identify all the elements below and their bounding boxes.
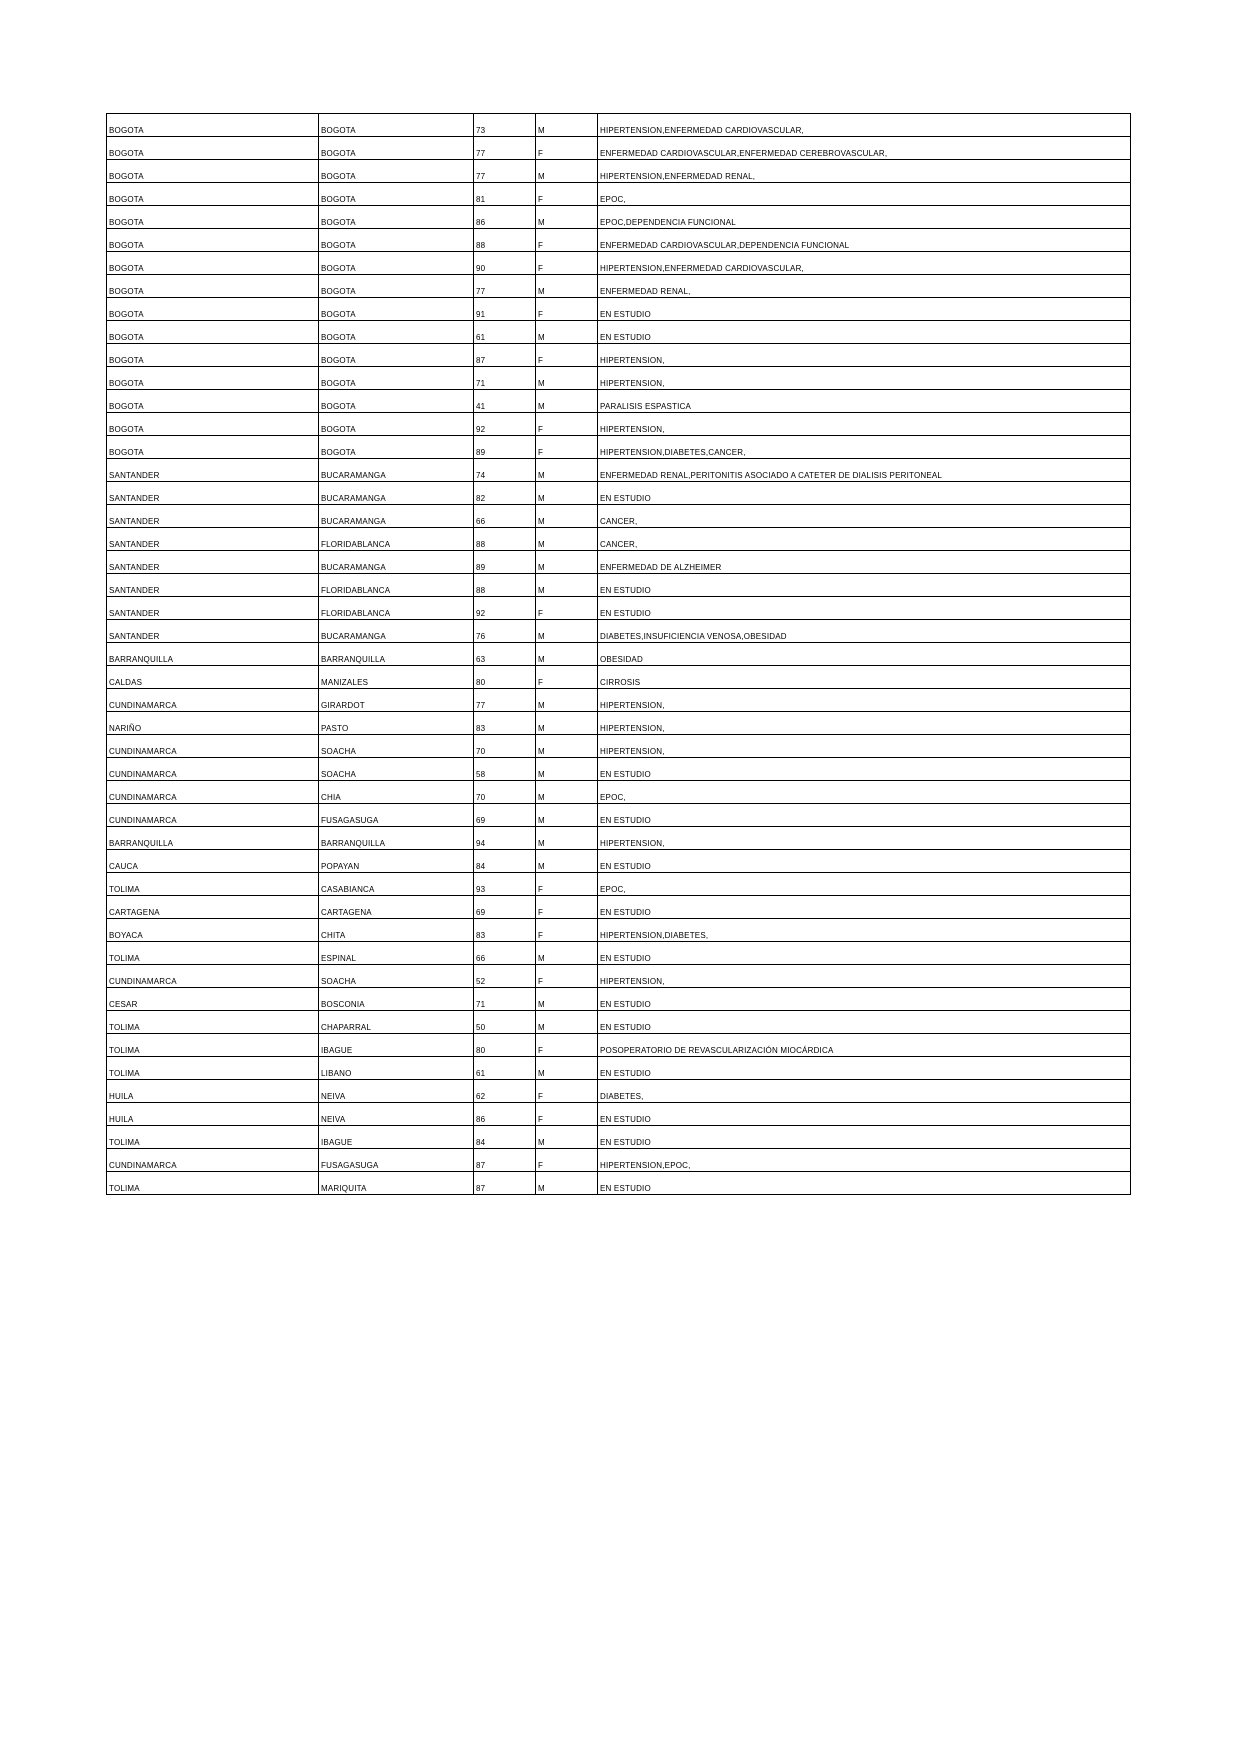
age-cell: 89 bbox=[474, 436, 536, 459]
age-cell: 62 bbox=[474, 1080, 536, 1103]
age-cell: 66 bbox=[474, 942, 536, 965]
table-row bbox=[107, 1103, 1131, 1126]
municipality-cell: FLORIDABLANCA bbox=[319, 528, 474, 551]
department-cell: CUNDINAMARCA bbox=[107, 804, 319, 827]
department-cell: CUNDINAMARCA bbox=[107, 1149, 319, 1172]
sex-cell: F bbox=[536, 896, 598, 919]
department-cell: TOLIMA bbox=[107, 1057, 319, 1080]
department-cell: CUNDINAMARCA bbox=[107, 689, 319, 712]
department-cell: TOLIMA bbox=[107, 942, 319, 965]
municipality-cell: NEIVA bbox=[319, 1103, 474, 1126]
sex-cell: M bbox=[536, 942, 598, 965]
conditions-cell: HIPERTENSION,DIABETES,CANCER, bbox=[598, 436, 1131, 459]
department-cell: BOGOTA bbox=[107, 275, 319, 298]
age-cell: 84 bbox=[474, 1126, 536, 1149]
department-cell: SANTANDER bbox=[107, 459, 319, 482]
sex-cell: M bbox=[536, 643, 598, 666]
sex-cell: F bbox=[536, 1034, 598, 1057]
municipality-cell: CASABIANCA bbox=[319, 873, 474, 896]
department-cell: BOGOTA bbox=[107, 183, 319, 206]
conditions-cell: HIPERTENSION, bbox=[598, 712, 1131, 735]
conditions-cell: EN ESTUDIO bbox=[598, 574, 1131, 597]
conditions-cell: HIPERTENSION, bbox=[598, 367, 1131, 390]
sex-cell: M bbox=[536, 528, 598, 551]
conditions-cell: EPOC,DEPENDENCIA FUNCIONAL bbox=[598, 206, 1131, 229]
department-cell: SANTANDER bbox=[107, 574, 319, 597]
table-row bbox=[107, 1149, 1131, 1172]
conditions-cell: CANCER, bbox=[598, 505, 1131, 528]
municipality-cell: BOGOTA bbox=[319, 137, 474, 160]
table-row bbox=[107, 942, 1131, 965]
age-cell: 82 bbox=[474, 482, 536, 505]
sex-cell: F bbox=[536, 344, 598, 367]
table-row bbox=[107, 551, 1131, 574]
department-cell: HUILA bbox=[107, 1080, 319, 1103]
table-row bbox=[107, 804, 1131, 827]
sex-cell: F bbox=[536, 1103, 598, 1126]
table-row bbox=[107, 229, 1131, 252]
municipality-cell: CHITA bbox=[319, 919, 474, 942]
table-row bbox=[107, 620, 1131, 643]
table-row bbox=[107, 735, 1131, 758]
sex-cell: M bbox=[536, 1172, 598, 1195]
age-cell: 86 bbox=[474, 206, 536, 229]
sex-cell: F bbox=[536, 137, 598, 160]
department-cell: BARRANQUILLA bbox=[107, 643, 319, 666]
table-row bbox=[107, 896, 1131, 919]
conditions-cell: HIPERTENSION, bbox=[598, 965, 1131, 988]
municipality-cell: MARIQUITA bbox=[319, 1172, 474, 1195]
municipality-cell: BUCARAMANGA bbox=[319, 551, 474, 574]
age-cell: 76 bbox=[474, 620, 536, 643]
table-row bbox=[107, 160, 1131, 183]
municipality-cell: BOGOTA bbox=[319, 229, 474, 252]
age-cell: 94 bbox=[474, 827, 536, 850]
department-cell: BOGOTA bbox=[107, 298, 319, 321]
conditions-cell: ENFERMEDAD RENAL, bbox=[598, 275, 1131, 298]
age-cell: 83 bbox=[474, 712, 536, 735]
table-row bbox=[107, 666, 1131, 689]
municipality-cell: BOGOTA bbox=[319, 344, 474, 367]
municipality-cell: GIRARDOT bbox=[319, 689, 474, 712]
age-cell: 90 bbox=[474, 252, 536, 275]
table-row bbox=[107, 574, 1131, 597]
sex-cell: M bbox=[536, 827, 598, 850]
conditions-cell: EN ESTUDIO bbox=[598, 988, 1131, 1011]
department-cell: TOLIMA bbox=[107, 1011, 319, 1034]
age-cell: 61 bbox=[474, 1057, 536, 1080]
department-cell: TOLIMA bbox=[107, 1172, 319, 1195]
sex-cell: M bbox=[536, 620, 598, 643]
table-row bbox=[107, 275, 1131, 298]
municipality-cell: BUCARAMANGA bbox=[319, 459, 474, 482]
municipality-cell: BOGOTA bbox=[319, 436, 474, 459]
department-cell: CUNDINAMARCA bbox=[107, 735, 319, 758]
table-row bbox=[107, 390, 1131, 413]
department-cell: CUNDINAMARCA bbox=[107, 758, 319, 781]
sex-cell: M bbox=[536, 275, 598, 298]
conditions-cell: CANCER, bbox=[598, 528, 1131, 551]
age-cell: 70 bbox=[474, 735, 536, 758]
sex-cell: M bbox=[536, 206, 598, 229]
municipality-cell: CHIA bbox=[319, 781, 474, 804]
age-cell: 77 bbox=[474, 689, 536, 712]
table-row bbox=[107, 183, 1131, 206]
table-row bbox=[107, 988, 1131, 1011]
age-cell: 41 bbox=[474, 390, 536, 413]
records-table bbox=[106, 113, 1131, 1195]
age-cell: 87 bbox=[474, 1149, 536, 1172]
municipality-cell: CHAPARRAL bbox=[319, 1011, 474, 1034]
municipality-cell: SOACHA bbox=[319, 735, 474, 758]
conditions-cell: CIRROSIS bbox=[598, 666, 1131, 689]
table-row bbox=[107, 344, 1131, 367]
conditions-cell: HIPERTENSION, bbox=[598, 827, 1131, 850]
age-cell: 66 bbox=[474, 505, 536, 528]
conditions-cell: ENFERMEDAD RENAL,PERITONITIS ASOCIADO A CATETER DE DIALISIS PERITONEAL bbox=[598, 459, 1131, 482]
conditions-cell: EN ESTUDIO bbox=[598, 321, 1131, 344]
conditions-cell: HIPERTENSION,ENFERMEDAD CARDIOVASCULAR, bbox=[598, 114, 1131, 137]
age-cell: 80 bbox=[474, 1034, 536, 1057]
sex-cell: F bbox=[536, 919, 598, 942]
table-row bbox=[107, 528, 1131, 551]
municipality-cell: CARTAGENA bbox=[319, 896, 474, 919]
conditions-cell: EPOC, bbox=[598, 781, 1131, 804]
sex-cell: F bbox=[536, 597, 598, 620]
municipality-cell: ESPINAL bbox=[319, 942, 474, 965]
table-row bbox=[107, 413, 1131, 436]
department-cell: CALDAS bbox=[107, 666, 319, 689]
age-cell: 88 bbox=[474, 574, 536, 597]
table-row bbox=[107, 321, 1131, 344]
table-row bbox=[107, 298, 1131, 321]
department-cell: SANTANDER bbox=[107, 620, 319, 643]
sex-cell: M bbox=[536, 804, 598, 827]
conditions-cell: EN ESTUDIO bbox=[598, 804, 1131, 827]
table-row bbox=[107, 459, 1131, 482]
sex-cell: M bbox=[536, 712, 598, 735]
municipality-cell: LIBANO bbox=[319, 1057, 474, 1080]
age-cell: 83 bbox=[474, 919, 536, 942]
table-row bbox=[107, 482, 1131, 505]
municipality-cell: BOGOTA bbox=[319, 160, 474, 183]
sex-cell: F bbox=[536, 229, 598, 252]
table-row bbox=[107, 114, 1131, 137]
age-cell: 71 bbox=[474, 988, 536, 1011]
conditions-cell: HIPERTENSION, bbox=[598, 413, 1131, 436]
department-cell: SANTANDER bbox=[107, 597, 319, 620]
conditions-cell: HIPERTENSION,EPOC, bbox=[598, 1149, 1131, 1172]
conditions-cell: HIPERTENSION, bbox=[598, 735, 1131, 758]
table-row bbox=[107, 206, 1131, 229]
age-cell: 88 bbox=[474, 528, 536, 551]
municipality-cell: SOACHA bbox=[319, 758, 474, 781]
department-cell: BOGOTA bbox=[107, 321, 319, 344]
department-cell: BARRANQUILLA bbox=[107, 827, 319, 850]
table-row bbox=[107, 850, 1131, 873]
age-cell: 52 bbox=[474, 965, 536, 988]
municipality-cell: BOGOTA bbox=[319, 114, 474, 137]
municipality-cell: MANIZALES bbox=[319, 666, 474, 689]
conditions-cell: HIPERTENSION,ENFERMEDAD CARDIOVASCULAR, bbox=[598, 252, 1131, 275]
age-cell: 74 bbox=[474, 459, 536, 482]
conditions-cell: DIABETES,INSUFICIENCIA VENOSA,OBESIDAD bbox=[598, 620, 1131, 643]
department-cell: TOLIMA bbox=[107, 1126, 319, 1149]
department-cell: SANTANDER bbox=[107, 551, 319, 574]
sex-cell: M bbox=[536, 1126, 598, 1149]
sex-cell: M bbox=[536, 689, 598, 712]
municipality-cell: FLORIDABLANCA bbox=[319, 574, 474, 597]
department-cell: SANTANDER bbox=[107, 528, 319, 551]
conditions-cell: EPOC, bbox=[598, 873, 1131, 896]
sex-cell: M bbox=[536, 505, 598, 528]
table-row bbox=[107, 643, 1131, 666]
conditions-cell: EN ESTUDIO bbox=[598, 1103, 1131, 1126]
sex-cell: F bbox=[536, 873, 598, 896]
table-row bbox=[107, 758, 1131, 781]
age-cell: 73 bbox=[474, 114, 536, 137]
sex-cell: F bbox=[536, 965, 598, 988]
table-row bbox=[107, 597, 1131, 620]
conditions-cell: HIPERTENSION, bbox=[598, 344, 1131, 367]
age-cell: 93 bbox=[474, 873, 536, 896]
age-cell: 87 bbox=[474, 344, 536, 367]
sex-cell: M bbox=[536, 758, 598, 781]
conditions-cell: HIPERTENSION, bbox=[598, 689, 1131, 712]
conditions-cell: EN ESTUDIO bbox=[598, 482, 1131, 505]
municipality-cell: FUSAGASUGA bbox=[319, 804, 474, 827]
age-cell: 58 bbox=[474, 758, 536, 781]
age-cell: 86 bbox=[474, 1103, 536, 1126]
table-row bbox=[107, 505, 1131, 528]
municipality-cell: BOGOTA bbox=[319, 252, 474, 275]
municipality-cell: SOACHA bbox=[319, 965, 474, 988]
conditions-cell: EN ESTUDIO bbox=[598, 1057, 1131, 1080]
conditions-cell: EPOC, bbox=[598, 183, 1131, 206]
conditions-cell: HIPERTENSION,ENFERMEDAD RENAL, bbox=[598, 160, 1131, 183]
table-row bbox=[107, 1011, 1131, 1034]
sex-cell: M bbox=[536, 1057, 598, 1080]
municipality-cell: BOGOTA bbox=[319, 298, 474, 321]
table-row bbox=[107, 1080, 1131, 1103]
municipality-cell: BUCARAMANGA bbox=[319, 482, 474, 505]
age-cell: 69 bbox=[474, 896, 536, 919]
municipality-cell: IBAGUE bbox=[319, 1126, 474, 1149]
records-table-body bbox=[107, 114, 1131, 1195]
table-row bbox=[107, 1057, 1131, 1080]
sex-cell: F bbox=[536, 666, 598, 689]
municipality-cell: BOGOTA bbox=[319, 321, 474, 344]
sex-cell: F bbox=[536, 1149, 598, 1172]
sex-cell: F bbox=[536, 298, 598, 321]
table-row bbox=[107, 965, 1131, 988]
municipality-cell: BUCARAMANGA bbox=[319, 505, 474, 528]
conditions-cell: POSOPERATORIO DE REVASCULARIZACIÓN MIOCÁRDICA bbox=[598, 1034, 1131, 1057]
department-cell: BOGOTA bbox=[107, 206, 319, 229]
age-cell: 89 bbox=[474, 551, 536, 574]
sex-cell: M bbox=[536, 321, 598, 344]
department-cell: BOGOTA bbox=[107, 114, 319, 137]
sex-cell: F bbox=[536, 252, 598, 275]
age-cell: 71 bbox=[474, 367, 536, 390]
table-row bbox=[107, 1034, 1131, 1057]
table-row bbox=[107, 367, 1131, 390]
conditions-cell: EN ESTUDIO bbox=[598, 850, 1131, 873]
age-cell: 69 bbox=[474, 804, 536, 827]
table-row bbox=[107, 781, 1131, 804]
conditions-cell: EN ESTUDIO bbox=[598, 758, 1131, 781]
table-row bbox=[107, 436, 1131, 459]
table-row bbox=[107, 137, 1131, 160]
sex-cell: F bbox=[536, 183, 598, 206]
conditions-cell: OBESIDAD bbox=[598, 643, 1131, 666]
municipality-cell: BARRANQUILLA bbox=[319, 827, 474, 850]
table-row bbox=[107, 1172, 1131, 1195]
municipality-cell: BOGOTA bbox=[319, 183, 474, 206]
municipality-cell: FLORIDABLANCA bbox=[319, 597, 474, 620]
conditions-cell: PARALISIS ESPASTICA bbox=[598, 390, 1131, 413]
sex-cell: M bbox=[536, 390, 598, 413]
sex-cell: M bbox=[536, 781, 598, 804]
age-cell: 88 bbox=[474, 229, 536, 252]
department-cell: BOGOTA bbox=[107, 367, 319, 390]
age-cell: 50 bbox=[474, 1011, 536, 1034]
municipality-cell: BUCARAMANGA bbox=[319, 620, 474, 643]
conditions-cell: ENFERMEDAD CARDIOVASCULAR,ENFERMEDAD CEREBROVASCULAR, bbox=[598, 137, 1131, 160]
municipality-cell: POPAYAN bbox=[319, 850, 474, 873]
department-cell: TOLIMA bbox=[107, 873, 319, 896]
table-row bbox=[107, 689, 1131, 712]
department-cell: SANTANDER bbox=[107, 482, 319, 505]
department-cell: BOGOTA bbox=[107, 252, 319, 275]
sex-cell: M bbox=[536, 160, 598, 183]
municipality-cell: BOGOTA bbox=[319, 413, 474, 436]
conditions-cell: HIPERTENSION,DIABETES, bbox=[598, 919, 1131, 942]
age-cell: 91 bbox=[474, 298, 536, 321]
department-cell: BOYACA bbox=[107, 919, 319, 942]
department-cell: BOGOTA bbox=[107, 229, 319, 252]
age-cell: 70 bbox=[474, 781, 536, 804]
age-cell: 84 bbox=[474, 850, 536, 873]
conditions-cell: EN ESTUDIO bbox=[598, 298, 1131, 321]
age-cell: 92 bbox=[474, 597, 536, 620]
conditions-cell: ENFERMEDAD DE ALZHEIMER bbox=[598, 551, 1131, 574]
sex-cell: M bbox=[536, 850, 598, 873]
age-cell: 81 bbox=[474, 183, 536, 206]
department-cell: CARTAGENA bbox=[107, 896, 319, 919]
age-cell: 77 bbox=[474, 275, 536, 298]
department-cell: BOGOTA bbox=[107, 390, 319, 413]
table-row bbox=[107, 712, 1131, 735]
age-cell: 61 bbox=[474, 321, 536, 344]
table-row bbox=[107, 873, 1131, 896]
conditions-cell: EN ESTUDIO bbox=[598, 1172, 1131, 1195]
table-row bbox=[107, 919, 1131, 942]
conditions-cell: EN ESTUDIO bbox=[598, 896, 1131, 919]
department-cell: TOLIMA bbox=[107, 1034, 319, 1057]
municipality-cell: BOSCONIA bbox=[319, 988, 474, 1011]
age-cell: 63 bbox=[474, 643, 536, 666]
table-row bbox=[107, 1126, 1131, 1149]
department-cell: CUNDINAMARCA bbox=[107, 781, 319, 804]
department-cell: CESAR bbox=[107, 988, 319, 1011]
municipality-cell: BARRANQUILLA bbox=[319, 643, 474, 666]
sex-cell: M bbox=[536, 574, 598, 597]
department-cell: BOGOTA bbox=[107, 413, 319, 436]
department-cell: CAUCA bbox=[107, 850, 319, 873]
table-row bbox=[107, 827, 1131, 850]
municipality-cell: NEIVA bbox=[319, 1080, 474, 1103]
conditions-cell: EN ESTUDIO bbox=[598, 1011, 1131, 1034]
age-cell: 77 bbox=[474, 160, 536, 183]
department-cell: SANTANDER bbox=[107, 505, 319, 528]
department-cell: BOGOTA bbox=[107, 137, 319, 160]
municipality-cell: FUSAGASUGA bbox=[319, 1149, 474, 1172]
sex-cell: M bbox=[536, 459, 598, 482]
conditions-cell: EN ESTUDIO bbox=[598, 942, 1131, 965]
department-cell: BOGOTA bbox=[107, 344, 319, 367]
municipality-cell: BOGOTA bbox=[319, 275, 474, 298]
municipality-cell: BOGOTA bbox=[319, 206, 474, 229]
age-cell: 80 bbox=[474, 666, 536, 689]
municipality-cell: PASTO bbox=[319, 712, 474, 735]
conditions-cell: ENFERMEDAD CARDIOVASCULAR,DEPENDENCIA FUNCIONAL bbox=[598, 229, 1131, 252]
sex-cell: M bbox=[536, 114, 598, 137]
municipality-cell: IBAGUE bbox=[319, 1034, 474, 1057]
department-cell: BOGOTA bbox=[107, 436, 319, 459]
age-cell: 87 bbox=[474, 1172, 536, 1195]
department-cell: NARIÑO bbox=[107, 712, 319, 735]
department-cell: HUILA bbox=[107, 1103, 319, 1126]
conditions-cell: DIABETES, bbox=[598, 1080, 1131, 1103]
department-cell: BOGOTA bbox=[107, 160, 319, 183]
conditions-cell: EN ESTUDIO bbox=[598, 1126, 1131, 1149]
sex-cell: F bbox=[536, 436, 598, 459]
sex-cell: M bbox=[536, 482, 598, 505]
age-cell: 77 bbox=[474, 137, 536, 160]
sex-cell: F bbox=[536, 413, 598, 436]
sex-cell: M bbox=[536, 551, 598, 574]
department-cell: CUNDINAMARCA bbox=[107, 965, 319, 988]
age-cell: 92 bbox=[474, 413, 536, 436]
sex-cell: F bbox=[536, 1080, 598, 1103]
sex-cell: M bbox=[536, 367, 598, 390]
sex-cell: M bbox=[536, 735, 598, 758]
municipality-cell: BOGOTA bbox=[319, 367, 474, 390]
conditions-cell: EN ESTUDIO bbox=[598, 597, 1131, 620]
table-row bbox=[107, 252, 1131, 275]
sex-cell: M bbox=[536, 1011, 598, 1034]
municipality-cell: BOGOTA bbox=[319, 390, 474, 413]
sex-cell: M bbox=[536, 988, 598, 1011]
